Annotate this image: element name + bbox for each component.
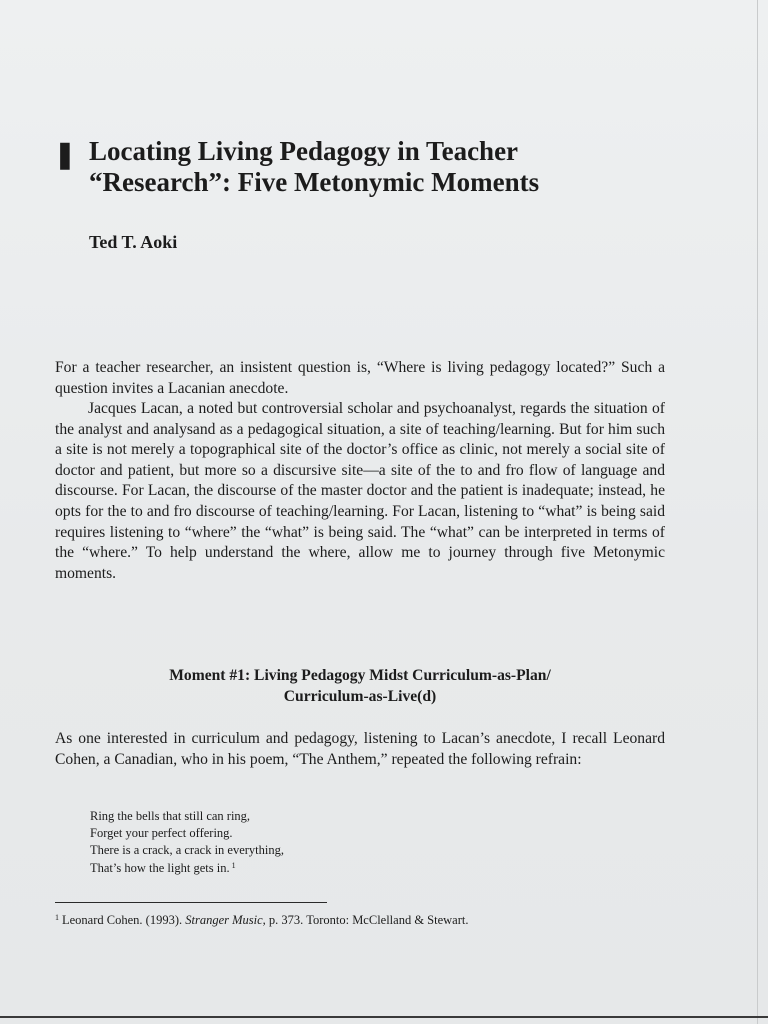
poem-line: There is a crack, a crack in everything, xyxy=(90,843,284,858)
poem-line: Forget your perfect offering. xyxy=(90,826,233,841)
lacan-paragraph: Jacques Lacan, a noted but controversial scholar and psychoanalyst, regards the situation of the analyst and analysand as a pedagogical situation, a site of teaching/learning. But for him such a site is not merely a topographical site of the doctor’s office as clinic, not merely a social site of doctor and patient, but more so a discursive site—a site of the to and fro flow of language and discourse. For Lacan, the discourse of the master doctor and the patient is inadequate; instead, he opts for the to and fro discourse of teaching/learning. For Lacan, listening to “what” is being said requires listening to “where” the “what” is being said. The “what” can be interpreted in terms of the “where.” To help understand the where, allow me to journey through five Metonymic moments. xyxy=(55,400,665,582)
section-heading xyxy=(55,666,665,707)
page-edge-bottom xyxy=(0,1016,768,1018)
poem-line: Ring the bells that still can ring, xyxy=(90,809,251,823)
footnote-reference[interactable]: 1 xyxy=(231,860,236,870)
title-marker-icon: ❚ xyxy=(54,140,76,169)
chapter-title-line-1: Locating Living Pedagogy in Teacher xyxy=(89,136,519,166)
chapter-title-line-2: “Research”: Five Metonymic Moments xyxy=(89,167,540,197)
footnote-book-title: Stranger Music, xyxy=(185,913,266,927)
section-heading-line-2: Curriculum-as-Live(d) xyxy=(283,687,437,705)
footnote xyxy=(55,912,695,929)
poem-line-last xyxy=(90,860,510,877)
intro-paragraph: For a teacher researcher, an insistent question is, “Where is living pedagogy located?” Such a question invites a Lacanian anecdote. xyxy=(55,359,665,397)
poem-line: That’s how the light gets in. xyxy=(90,860,230,875)
footnote-text-before: Leonard Cohen. (1993). xyxy=(62,913,186,927)
poem-quote xyxy=(90,808,510,877)
author-name: Ted T. Aoki xyxy=(89,232,178,252)
section-heading-line-1: Moment #1: Living Pedagogy Midst Curriculum-as-Plan/ xyxy=(169,667,551,684)
footnote-text-after: p. 373. Toronto: McClelland & Stewart. xyxy=(265,913,469,927)
footnote-number: 1 xyxy=(55,913,59,922)
footnote-divider xyxy=(55,902,327,903)
section-paragraph: As one interested in curriculum and pedagogy, listening to Lacan’s anecdote, I recall Leonard Cohen, a Canadian, who in his poem, “The Anthem,” repeated the following refrain: xyxy=(55,730,665,768)
page-edge-right xyxy=(757,0,758,1024)
chapter-title xyxy=(89,136,709,198)
